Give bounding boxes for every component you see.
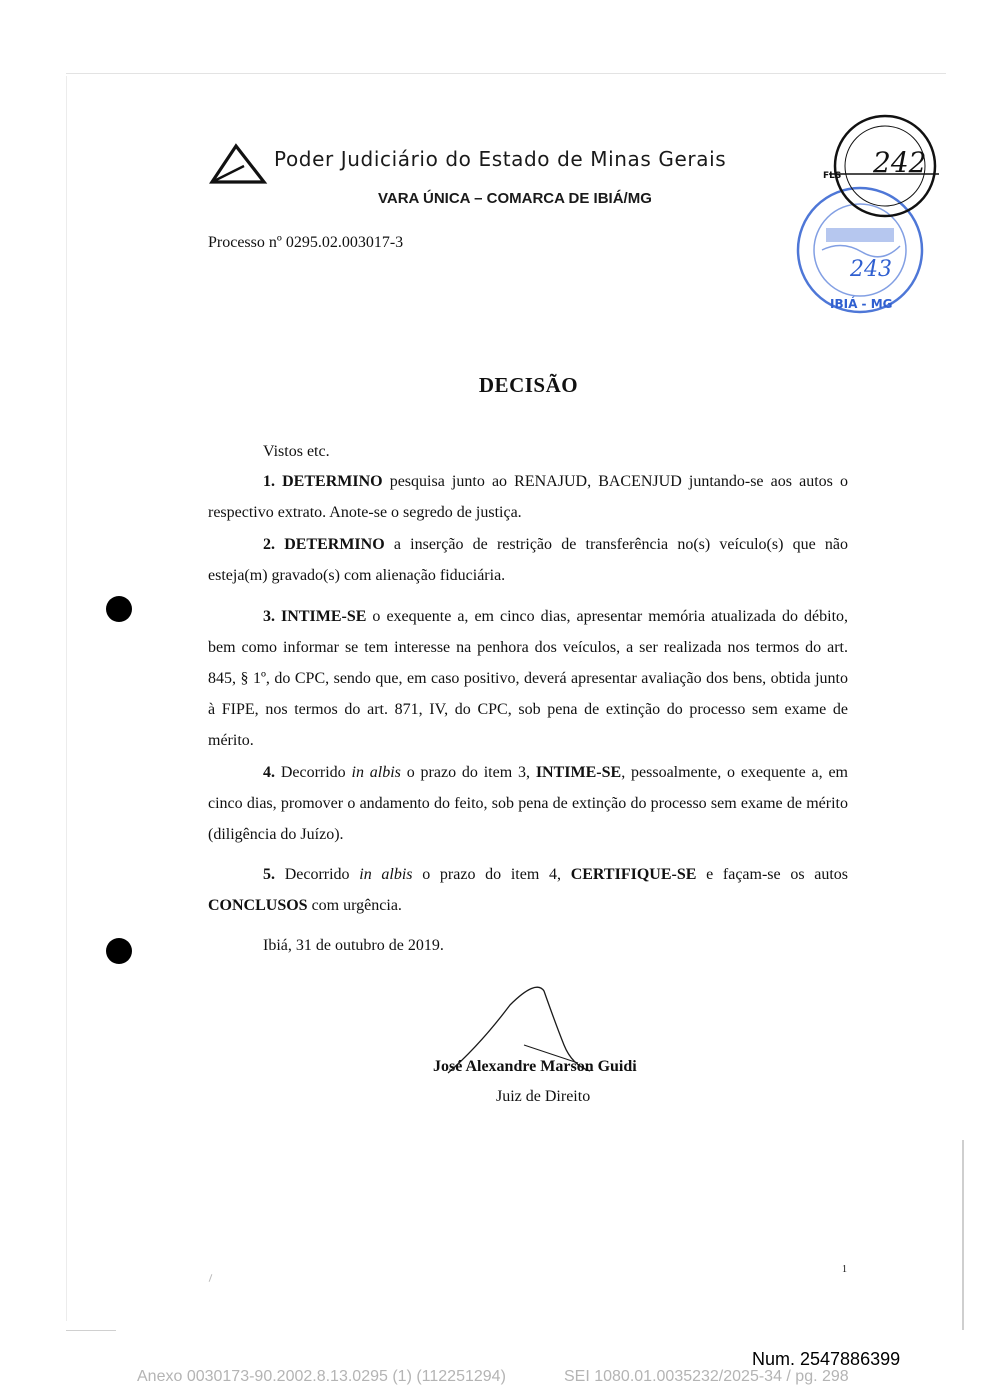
court-name: VARA ÚNICA – COMARCA DE IBIÁ/MG — [378, 190, 652, 207]
process-number: Processo nº 0295.02.003017-3 — [208, 234, 404, 251]
document-num: Num. 2547886399 — [752, 1349, 901, 1369]
item-3-paragraph: 3. INTIME-SE o exequente a, em cinco dias, apresentar memória atualizada do débito, bem como informar se tem interesse na penhora dos veículos, a ser realizada nos termos do art. 845, § 1º, do CPC, sendo que, em caso positivo, deverá apresentar avaliação dos bens, obtida junto à FIPE, nos termos do art. 871, IV, do CPC, sob pena de extinção do processo sem exame de mérito. — [208, 608, 849, 749]
black-stamp-number: 242 — [873, 146, 927, 179]
scan-edge-bottom — [66, 1330, 116, 1331]
tjmg-logo-icon — [208, 142, 268, 186]
organization-name: Poder Judiciário do Estado de Minas Gerais — [274, 147, 727, 171]
date-line: Ibiá, 31 de outubro de 2019. — [263, 937, 444, 954]
footer-sei: SEI 1080.01.0035232/2025-34 / pg. 298 — [564, 1368, 849, 1385]
signer-role: Juiz de Direito — [496, 1088, 591, 1105]
fls-stamp-icon — [815, 108, 943, 220]
signer-name: José Alexandre Marson Guidi — [433, 1058, 637, 1075]
opening-paragraph: Vistos etc. — [263, 443, 330, 460]
blue-stamp-city: IBIÁ - MG — [830, 297, 893, 311]
document-title: DECISÃO — [478, 373, 579, 397]
page-number: 1 — [842, 1264, 847, 1275]
item-5-paragraph: 5. Decorrido in albis o prazo do item 4, CERTIFIQUE-SE e façam-se os autos CONCLUSOS com urgência. — [208, 866, 849, 914]
scan-edge-top — [66, 73, 946, 74]
scan-edge-left — [66, 76, 67, 1321]
item-4-paragraph: 4. Decorrido in albis o prazo do item 3, INTIME-SE, pessoalmente, o exequente a, em cinco dias, promover o andamento do feito, sob pena de extinção do processo sem exame de mérito (diligência do Juízo). — [208, 764, 849, 843]
blue-stamp-number: 243 — [850, 257, 892, 282]
punch-hole — [106, 596, 132, 622]
item-2-paragraph: 2. DETERMINO a inserção de restrição de transferência no(s) veículo(s) que não esteja(m) gravado(s) com alienação fiduciária. — [208, 536, 849, 584]
scan-edge-right — [962, 1140, 964, 1330]
punch-hole — [106, 938, 132, 964]
scan-mark — [209, 1274, 213, 1282]
item-1-paragraph: 1. DETERMINO pesquisa junto ao RENAJUD, BACENJUD juntando-se aos autos o respectivo extrato. Anote-se o segredo de justiça. — [208, 473, 848, 521]
footer-anexo: Anexo 0030173-90.2002.8.13.0295 (1) (112251294) — [137, 1368, 506, 1385]
svg-text:FLS: FLS — [823, 171, 842, 181]
